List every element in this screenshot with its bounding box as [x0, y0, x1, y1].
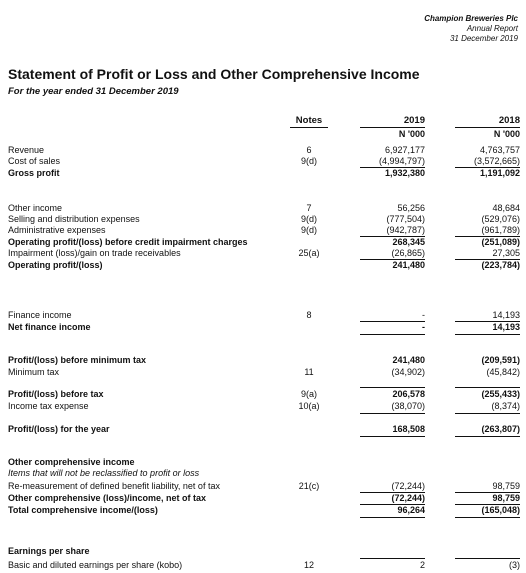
value-2018: (529,076)	[481, 214, 520, 224]
value-2019: (34,902)	[391, 367, 425, 377]
table-row	[0, 322, 526, 333]
value-2018: 98,759	[492, 493, 520, 503]
row-label: Profit/(loss) before minimum tax	[8, 355, 147, 365]
table-row	[0, 225, 526, 236]
year-2018-header: 2018	[498, 115, 520, 126]
value-2019: 2	[419, 560, 425, 570]
row-note: 9(d)	[300, 214, 317, 224]
row-note: 9(d)	[300, 156, 317, 166]
row-label: Gross profit	[8, 168, 60, 178]
row-label: Basic and diluted earnings per share (kobo)	[8, 560, 183, 570]
report-date: 31 December 2019	[449, 34, 518, 43]
table-row	[0, 237, 526, 248]
row-label: Income tax expense	[8, 401, 89, 411]
value-2018: (45,842)	[486, 367, 520, 377]
row-label: Profit/(loss) for the year	[8, 424, 110, 434]
row-note: 8	[306, 310, 312, 320]
row-label: Selling and distribution expenses	[8, 214, 140, 224]
table-row	[0, 214, 526, 225]
value-2018: (251,089)	[481, 237, 520, 247]
row-label: Re-measurement of defined benefit liability, net of tax	[8, 481, 220, 491]
value-2019: 206,578	[392, 389, 425, 399]
value-2019: 241,480	[392, 260, 425, 270]
row-label: Finance income	[8, 310, 72, 320]
value-2019: 1,932,380	[384, 168, 425, 178]
table-row	[0, 505, 526, 516]
value-2018: (223,784)	[481, 260, 520, 270]
row-note: 9(d)	[300, 225, 317, 235]
row-label: Minimum tax	[8, 367, 60, 377]
header-rule-2019	[360, 127, 425, 128]
value-2018: (3)	[509, 560, 520, 570]
rule	[455, 387, 520, 388]
row-note: 11	[304, 367, 314, 377]
rule	[455, 436, 520, 437]
unit-2019: N '000	[398, 129, 425, 139]
value-2018: (263,807)	[481, 424, 520, 434]
table-row	[0, 355, 526, 366]
table-row	[0, 156, 526, 167]
row-label: Other income	[8, 203, 63, 213]
table-row	[0, 546, 526, 557]
rule	[455, 334, 520, 335]
value-2019: 241,480	[392, 355, 425, 365]
table-row	[0, 260, 526, 271]
rule	[455, 413, 520, 414]
table-row	[0, 248, 526, 259]
rule	[360, 387, 425, 388]
table-row	[0, 481, 526, 492]
value-2019: -	[422, 310, 425, 320]
value-2018: 98,759	[492, 481, 520, 491]
value-2019: (777,504)	[386, 214, 425, 224]
value-2019: (26,865)	[391, 248, 425, 258]
table-row	[0, 560, 526, 571]
table-row	[0, 424, 526, 435]
company-name: Champion Breweries Plc	[424, 14, 518, 23]
table-row	[0, 168, 526, 179]
row-note: 25(a)	[298, 248, 320, 258]
value-2018: (165,048)	[481, 505, 520, 515]
value-2019: 6,927,177	[384, 145, 425, 155]
value-2018: 27,305	[492, 248, 520, 258]
value-2019: (942,787)	[386, 225, 425, 235]
report-name: Annual Report	[466, 24, 518, 33]
value-2018: (3,572,665)	[473, 156, 520, 166]
row-label: Revenue	[8, 145, 45, 155]
report-header	[424, 14, 518, 44]
value-2019: (72,244)	[391, 493, 425, 503]
table-row	[0, 468, 526, 479]
table-row	[0, 367, 526, 378]
rule	[360, 334, 425, 335]
row-label: Operating profit/(loss) before credit impairment charges	[8, 237, 248, 247]
row-label: Items that will not be reclassified to profit or loss	[8, 468, 200, 478]
value-2018: (255,433)	[481, 389, 520, 399]
value-2019: (4,994,797)	[378, 156, 425, 166]
value-2019: -	[422, 322, 425, 332]
header-rule-2018	[455, 127, 520, 128]
table-row	[0, 401, 526, 412]
notes-column-header: Notes	[290, 115, 328, 128]
row-label: Other comprehensive income	[8, 457, 135, 467]
value-2018: (209,591)	[481, 355, 520, 365]
row-note: 10(a)	[298, 401, 320, 411]
value-2019: 268,345	[392, 237, 425, 247]
row-label: Profit/(loss) before tax	[8, 389, 104, 399]
unit-2018: N '000	[493, 129, 520, 139]
value-2019: 96,264	[397, 505, 425, 515]
value-2018: 48,684	[492, 203, 520, 213]
value-2018: 4,763,757	[479, 145, 520, 155]
value-2018: (8,374)	[491, 401, 520, 411]
rule	[455, 558, 520, 559]
table-row	[0, 145, 526, 156]
row-note: 21(c)	[298, 481, 320, 491]
rule	[455, 517, 520, 518]
statement-title: Statement of Profit or Loss and Other Comprehensive Income	[8, 66, 420, 82]
rule	[360, 517, 425, 518]
value-2018: 14,193	[492, 322, 520, 332]
table-row	[0, 457, 526, 468]
row-label: Cost of sales	[8, 156, 61, 166]
value-2019: 56,256	[397, 203, 425, 213]
row-note: 12	[303, 560, 314, 570]
value-2019: (72,244)	[391, 481, 425, 491]
rule	[360, 558, 425, 559]
row-label: Administrative expenses	[8, 225, 106, 235]
statement-subtitle: For the year ended 31 December 2019	[8, 86, 179, 97]
row-note: 7	[306, 203, 312, 213]
rule	[360, 436, 425, 437]
year-2019-header: 2019	[403, 115, 425, 126]
row-note: 6	[306, 145, 312, 155]
row-label: Total comprehensive income/(loss)	[8, 505, 158, 515]
value-2018: 14,193	[492, 310, 520, 320]
table-row	[0, 310, 526, 321]
table-row	[0, 203, 526, 214]
rule	[360, 413, 425, 414]
row-label: Net finance income	[8, 322, 91, 332]
row-label: Earnings per share	[8, 546, 90, 556]
row-label: Operating profit/(loss)	[8, 260, 103, 270]
row-note: 9(a)	[300, 389, 317, 399]
value-2019: 168,508	[392, 424, 425, 434]
row-label: Other comprehensive (loss)/income, net of tax	[8, 493, 207, 503]
row-label: Impairment (loss)/gain on trade receivables	[8, 248, 181, 258]
table-row	[0, 493, 526, 504]
value-2019: (38,070)	[391, 401, 425, 411]
table-row	[0, 389, 526, 400]
value-2018: 1,191,092	[479, 168, 520, 178]
value-2018: (961,789)	[481, 225, 520, 235]
